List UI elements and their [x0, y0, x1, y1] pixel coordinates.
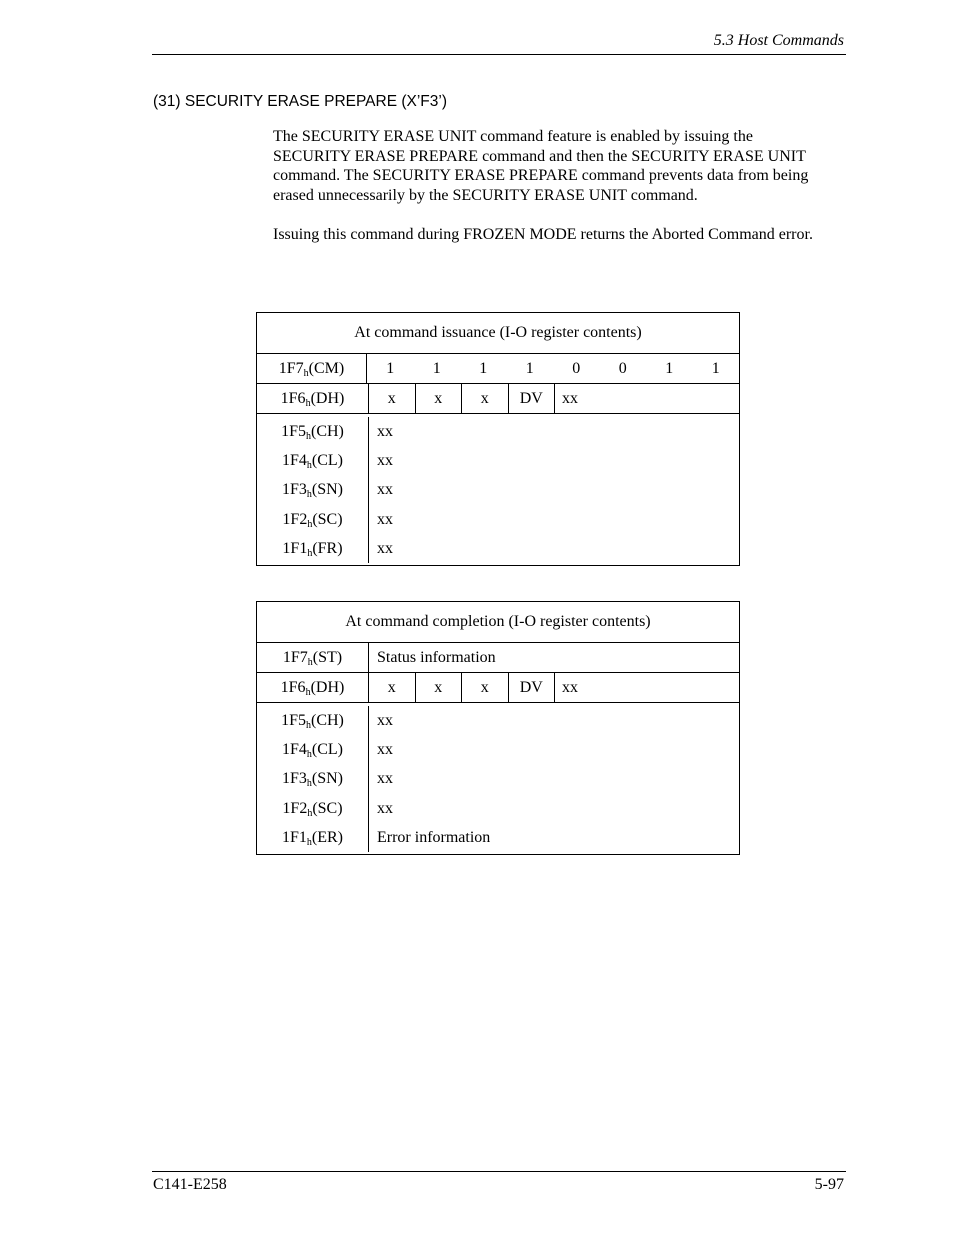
- dh-cell: x: [416, 384, 463, 413]
- dh-cell: x: [462, 673, 509, 702]
- register-value: xx: [377, 799, 393, 817]
- page-number: 5-97: [814, 1176, 844, 1193]
- register-label: $1F7_h(ST)$: [257, 643, 369, 672]
- register-label: $1F1_h(ER)$: [281, 828, 343, 848]
- register-value: xx: [377, 770, 393, 788]
- register-value: Error information: [377, 828, 491, 846]
- completion-register-table: [256, 601, 740, 855]
- register-label: $1F4_h(CL)$: [281, 452, 343, 472]
- paragraph-intro: The SECURITY ERASE UNIT command feature is enabled by issuing the SECURITY ERASE PREPARE command and then the SECURITY ERASE UNIT command. The SECURITY ERASE PREPARE command prevents data from being erased unnecessarily by the SECURITY ERASE UNIT command.: [273, 128, 809, 204]
- dh-cell: x: [416, 673, 463, 702]
- dh-cell: x: [462, 384, 509, 413]
- issuance-register-table: [256, 312, 740, 566]
- bit-5: 1: [479, 360, 488, 377]
- register-value: xx: [377, 712, 393, 729]
- dh-rest: xx: [562, 679, 578, 696]
- header-rule: [152, 54, 846, 55]
- register-label: $1F5_h(CH)$: [281, 423, 344, 442]
- section-title: (31) SECURITY ERASE PREPARE (X’F3’): [153, 93, 447, 110]
- register-row-cm: [257, 354, 739, 384]
- register-row-st: [257, 643, 739, 673]
- dh-rest: xx: [562, 390, 578, 407]
- register-labels: [257, 417, 369, 563]
- bit-3: 0: [572, 360, 581, 377]
- register-label: $1F3_h(SN)$: [281, 481, 343, 501]
- paragraph-frozen-mode: Issuing this command during FROZEN MODE returns the Aborted Command error.: [273, 226, 813, 243]
- register-label: $1F2_h(SC)$: [282, 510, 343, 530]
- register-row-dh: [257, 673, 739, 703]
- register-row-dh: [257, 384, 739, 414]
- bit-0: 1: [711, 360, 720, 377]
- bit-7: 1: [386, 360, 395, 377]
- table-title: At command completion (I-O register contents): [257, 602, 739, 643]
- register-group: [257, 414, 739, 565]
- register-label: $1F6_h(DH)$: [257, 384, 369, 413]
- dh-cell-dv: DV: [509, 673, 556, 702]
- register-labels: [257, 706, 369, 852]
- status-information: Status information: [377, 649, 496, 666]
- command-bits: [367, 354, 739, 383]
- dh-cell: x: [369, 673, 416, 702]
- register-values: [369, 706, 739, 852]
- register-values: [369, 417, 739, 563]
- register-group: [257, 703, 739, 854]
- footer-rule: [152, 1171, 846, 1172]
- register-label: $1F1_h(FR)$: [282, 539, 343, 559]
- bit-1: 1: [665, 360, 674, 377]
- bit-6: 1: [432, 360, 441, 377]
- register-value: xx: [377, 741, 393, 759]
- register-label: $1F3_h(SN)$: [281, 770, 343, 790]
- dh-cell-dv: DV: [509, 384, 556, 413]
- bit-2: 0: [618, 360, 627, 377]
- running-header: 5.3 Host Commands: [713, 32, 844, 49]
- register-value: xx: [377, 481, 393, 499]
- register-value: xx: [377, 452, 393, 470]
- bit-4: 1: [525, 360, 534, 377]
- dh-cell: x: [369, 384, 416, 413]
- table-title: At command issuance (I-O register contents): [257, 313, 739, 354]
- register-label: $1F5_h(CH)$: [281, 712, 344, 731]
- register-label: $1F4_h(CL)$: [281, 741, 343, 761]
- register-value: xx: [377, 510, 393, 528]
- register-label: $1F6_h(DH)$: [257, 673, 369, 702]
- document-id: C141-E258: [153, 1176, 227, 1193]
- register-value: xx: [377, 423, 393, 440]
- register-value: xx: [377, 539, 393, 557]
- register-label: $1F2_h(SC)$: [282, 799, 343, 819]
- register-label: $1F7_h(CM)$: [257, 354, 367, 383]
